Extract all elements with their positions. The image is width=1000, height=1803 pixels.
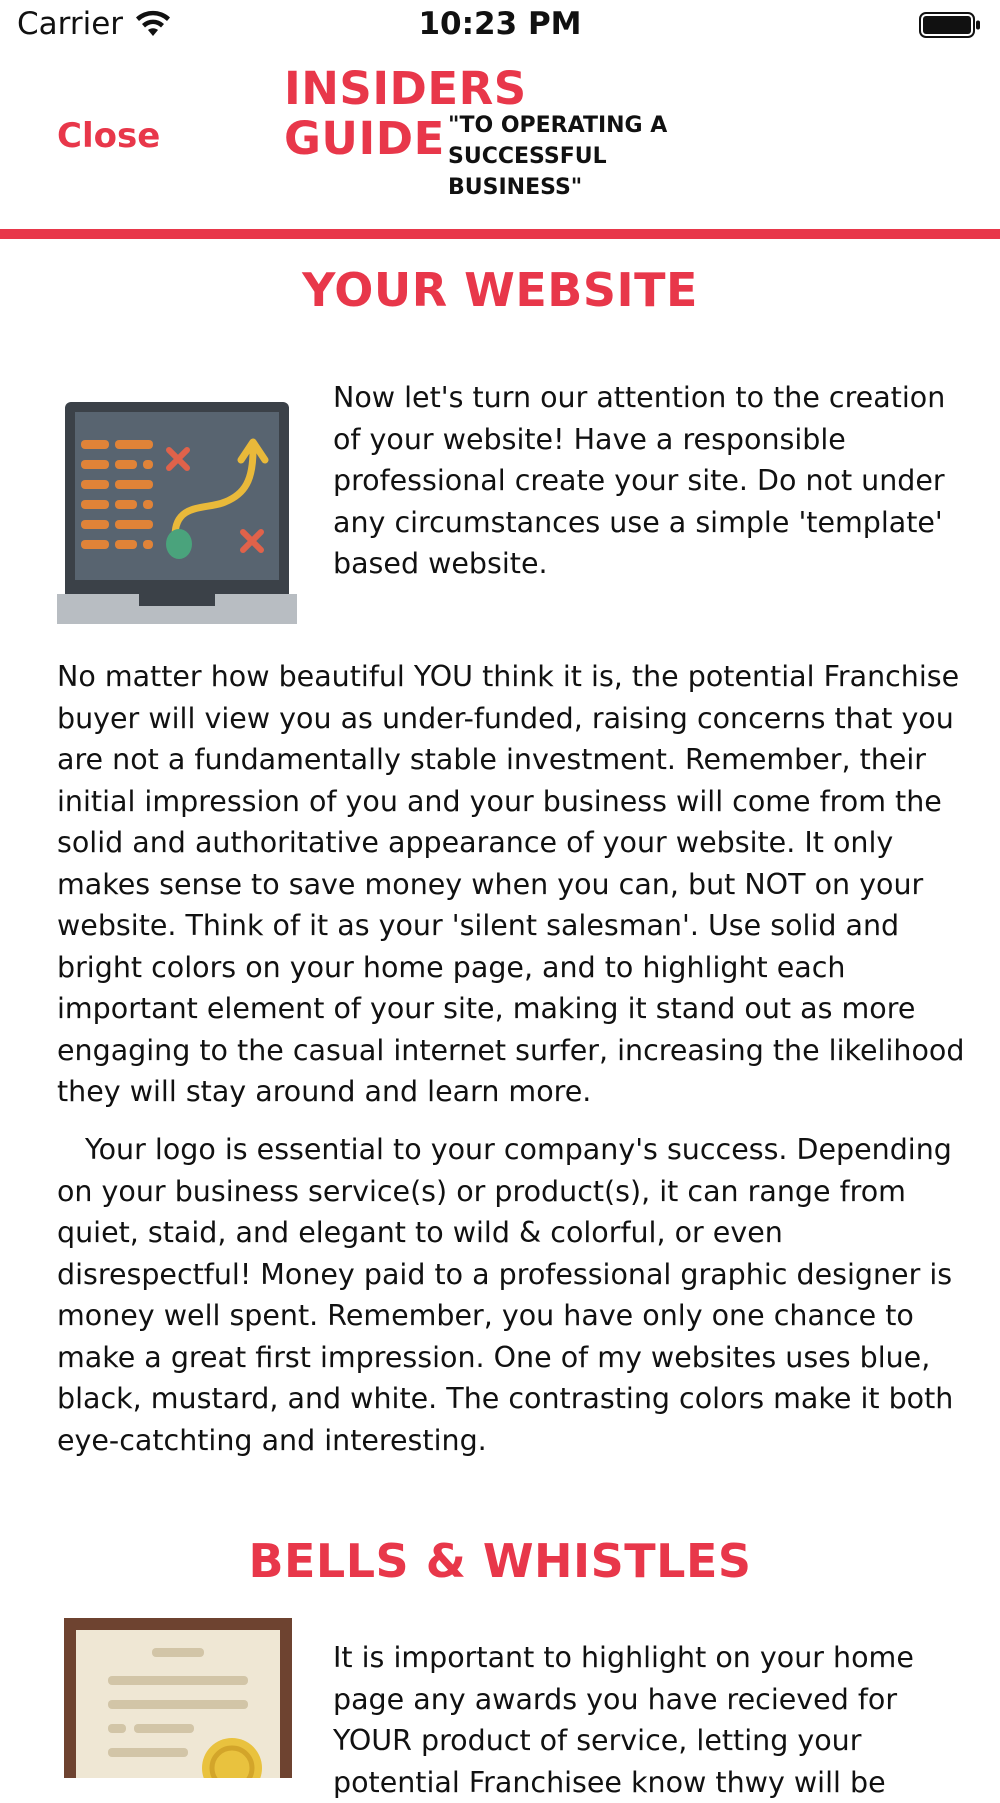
logo-word-insiders: INSIDERS [284,62,527,115]
status-time: 10:23 PM [418,6,582,42]
logo-word-guide: GUIDE [284,112,445,165]
section-intro-your-website: Now let's turn our attention to the creation of your website! Have a responsible professional create your site. Do not under any circumstances use a simple 'template' based website. [333,381,946,580]
section-title-your-website: YOUR WEBSITE [302,263,698,317]
laptop-strategy-icon [57,402,297,624]
certificate-award-icon [64,1618,292,1778]
section-intro-bells-whistles: It is important to highlight on your home page any awards you have recieved for YOUR product of service, letting your potential Franchisee know thwy will be [333,1641,914,1799]
battery-icon [919,12,981,38]
logo-tagline-line1: "TO OPERATING A [448,113,668,138]
section-paragraph-website-2: Your logo is essential to your company's success. Depending on your business service(s) or product(s), it can range from quiet, staid, and elegant to wild & colorful, or even disrespectful! Money paid to a professional graphic designer is money well spent. Remember, you have only one chance to make a great first impression. One of my websites uses blue, black, mustard, and white. The contrasting colors make it both eye-catchting and interesting. [57,1133,954,1457]
header-divider [0,229,1000,239]
logo-tagline-line2: SUCCESSFUL BUSINESS" [448,144,607,200]
section-paragraph-website-1: No matter how beautiful YOU think it is, the potential Franchise buyer will view you as under-funded, raising concerns that you are not a fundamentally stable investment. Remember, their initial impression of you and your business will come from the solid and authoritative appearance of your website. It only makes sense to save money when you can, but NOT on your website. Think of it as your 'silent salesman'. Use solid and bright colors on your home page, and to highlight each important element of your site, making it stand out as more engaging to the casual internet surfer, increasing the likelihood they will stay around and learn more. [57,660,965,1108]
close-button[interactable]: Close [57,116,161,156]
logo-tagline [448,110,748,203]
status-bar [0,0,1000,52]
carrier-label: Carrier [17,6,124,42]
section-title-bells-whistles: BELLS & WHISTLES [248,1534,752,1588]
app-logo [284,62,668,200]
